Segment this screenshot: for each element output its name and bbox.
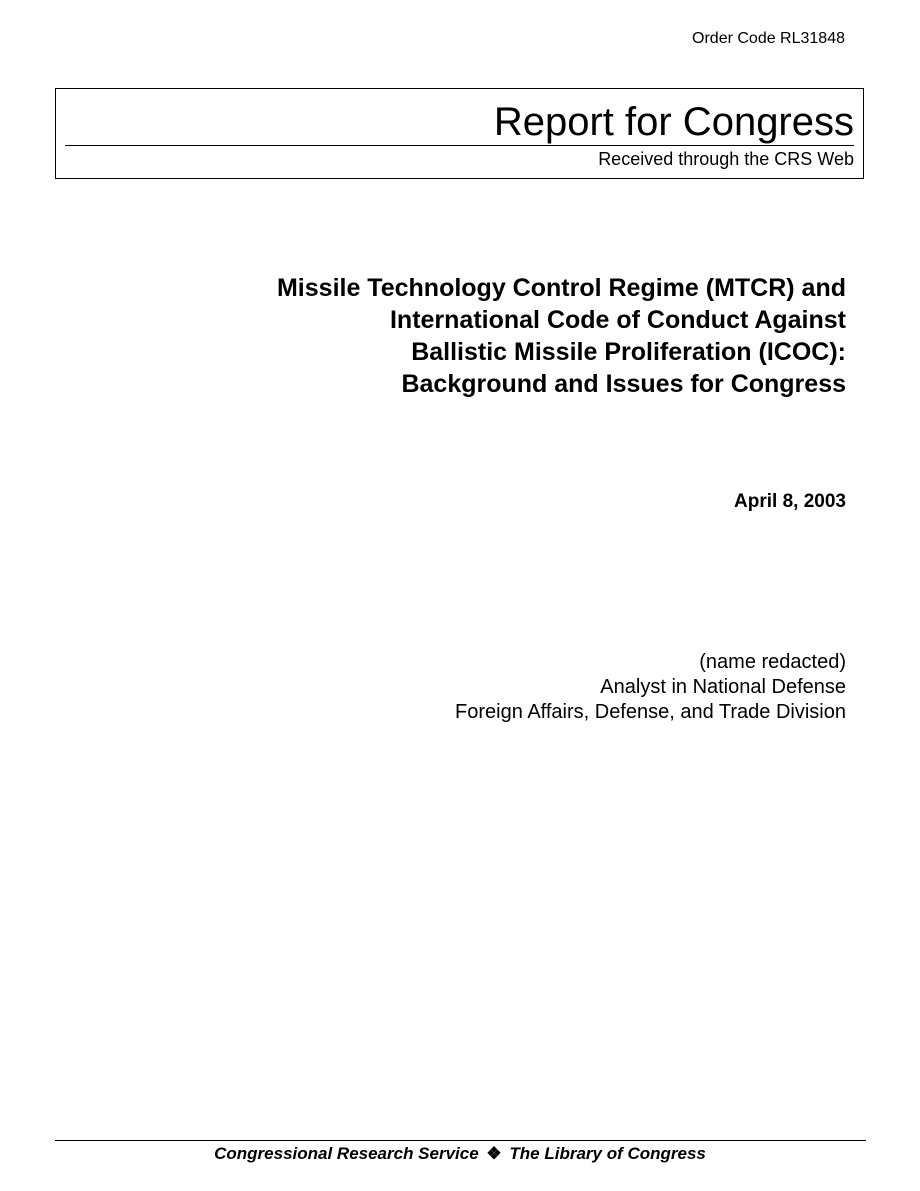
- footer: [0, 1143, 920, 1165]
- author-block: [455, 650, 846, 725]
- report-header-box: [55, 88, 864, 179]
- document-title: [146, 272, 846, 400]
- author-division: Foreign Affairs, Defense, and Trade Division: [455, 701, 846, 723]
- footer-left: Congressional Research Service: [214, 1144, 479, 1163]
- report-subtitle: Received through the CRS Web: [598, 149, 854, 169]
- document-title-line: Missile Technology Control Regime (MTCR) and: [276, 274, 846, 302]
- diamond-separator-icon: ❖: [486, 1144, 502, 1163]
- report-title: Report for Congress: [493, 100, 854, 144]
- document-title-line: Background and Issues for Congress: [401, 370, 846, 398]
- document-title-line: International Code of Conduct Against: [389, 306, 846, 334]
- document-date: April 8, 2003: [734, 491, 846, 512]
- header-divider: [65, 145, 854, 146]
- author-name: (name redacted): [699, 651, 846, 673]
- footer-right: The Library of Congress: [509, 1144, 706, 1163]
- order-code: Order Code RL31848: [692, 30, 845, 47]
- footer-divider: [55, 1140, 866, 1141]
- document-title-line: Ballistic Missile Proliferation (ICOC):: [411, 338, 846, 366]
- author-position: Analyst in National Defense: [600, 676, 846, 698]
